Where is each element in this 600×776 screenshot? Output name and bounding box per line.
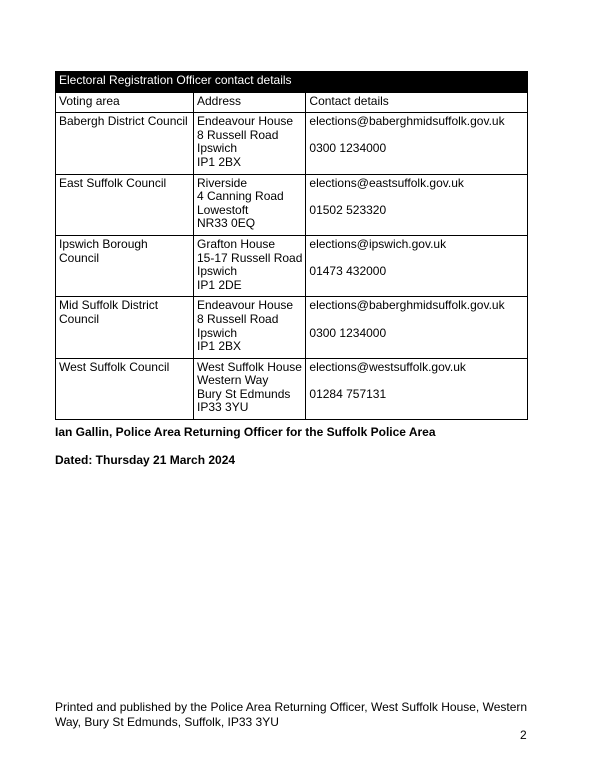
footer-line: Printed and published by the Police Area Returning Officer, West Suffolk House, Western	[55, 700, 528, 714]
address-line: West Suffolk House	[197, 359, 302, 374]
contact-details-cell	[306, 297, 528, 358]
phone-number: 01502 523320	[309, 202, 387, 217]
contact-details-cell	[306, 358, 528, 419]
voting-area-text: Ipswich Borough	[59, 236, 148, 251]
voting-area-text: Babergh District Council	[59, 114, 188, 129]
address-line: IP1 2BX	[197, 154, 242, 169]
spacer	[309, 374, 524, 388]
ero-contact-table	[55, 71, 528, 420]
phone-number: 0300 1234000	[309, 141, 387, 156]
address-line: 8 Russell Road	[197, 311, 279, 326]
dated-line: Dated: Thursday 21 March 2024	[55, 453, 236, 467]
address-cell	[194, 235, 306, 296]
address-line: IP1 2DE	[197, 277, 242, 292]
table-caption-row	[56, 72, 528, 93]
signed-by: Ian Gallin, Police Area Returning Officer for the Suffolk Police Area	[55, 425, 436, 439]
address-line: Ipswich	[197, 325, 238, 340]
header-voting-area: Voting area	[56, 92, 194, 113]
publisher-footer	[55, 700, 530, 730]
address-cell	[194, 113, 306, 174]
contact-details-cell	[306, 174, 528, 235]
address-line: 8 Russell Road	[197, 127, 279, 142]
address-line: Lowestoft	[197, 202, 249, 217]
voting-area-cell	[56, 297, 194, 358]
email-address: elections@ipswich.gov.uk	[309, 236, 447, 251]
address-line: IP33 3YU	[197, 400, 249, 415]
table-row	[56, 297, 528, 358]
phone-number: 01284 757131	[309, 386, 387, 401]
contact-details-cell	[306, 113, 528, 174]
address-cell	[194, 174, 306, 235]
table-header-row	[56, 92, 528, 113]
voting-area-text: East Suffolk Council	[59, 175, 167, 190]
contact-details-cell	[306, 235, 528, 296]
address-line: Endeavour House	[197, 114, 294, 129]
address-line: NR33 0EQ	[197, 216, 256, 231]
address-line: 4 Canning Road	[197, 189, 284, 204]
address-line: Endeavour House	[197, 298, 294, 313]
address-cell	[194, 297, 306, 358]
spacer	[309, 313, 524, 327]
table-caption: Electoral Registration Officer contact details	[56, 72, 528, 93]
email-address: elections@westsuffolk.gov.uk	[309, 359, 466, 374]
footer-line: Way, Bury St Edmunds, Suffolk, IP33 3YU	[55, 715, 279, 729]
voting-area-text: Council	[59, 250, 100, 265]
phone-number: 0300 1234000	[309, 325, 387, 340]
voting-area-text: West Suffolk Council	[59, 359, 170, 374]
table-row	[56, 174, 528, 235]
email-address: elections@baberghmidsuffolk.gov.uk	[309, 114, 505, 129]
spacer	[309, 129, 524, 143]
email-address: elections@eastsuffolk.gov.uk	[309, 175, 464, 190]
voting-area-cell	[56, 235, 194, 296]
email-address: elections@baberghmidsuffolk.gov.uk	[309, 298, 505, 313]
table-row	[56, 358, 528, 419]
voting-area-cell	[56, 358, 194, 419]
address-line: Riverside	[197, 175, 248, 190]
header-contact-details: Contact details	[306, 92, 528, 113]
address-line: Western Way	[197, 373, 269, 388]
address-line: IP1 2BX	[197, 339, 242, 354]
table-row	[56, 235, 528, 296]
voting-area-cell	[56, 174, 194, 235]
address-cell	[194, 358, 306, 419]
phone-number: 01473 432000	[309, 264, 387, 279]
address-line: Ipswich	[197, 264, 238, 279]
spacer	[309, 252, 524, 266]
address-line: 15-17 Russell Road	[197, 250, 303, 265]
header-address: Address	[194, 92, 306, 113]
voting-area-cell	[56, 113, 194, 174]
page-number: 2	[520, 728, 527, 742]
address-line: Ipswich	[197, 141, 238, 156]
table-row	[56, 113, 528, 174]
address-line: Grafton House	[197, 236, 276, 251]
voting-area-text: Mid Suffolk District	[59, 298, 159, 313]
address-line: Bury St Edmunds	[197, 386, 291, 401]
spacer	[309, 190, 524, 204]
voting-area-text: Council	[59, 311, 100, 326]
